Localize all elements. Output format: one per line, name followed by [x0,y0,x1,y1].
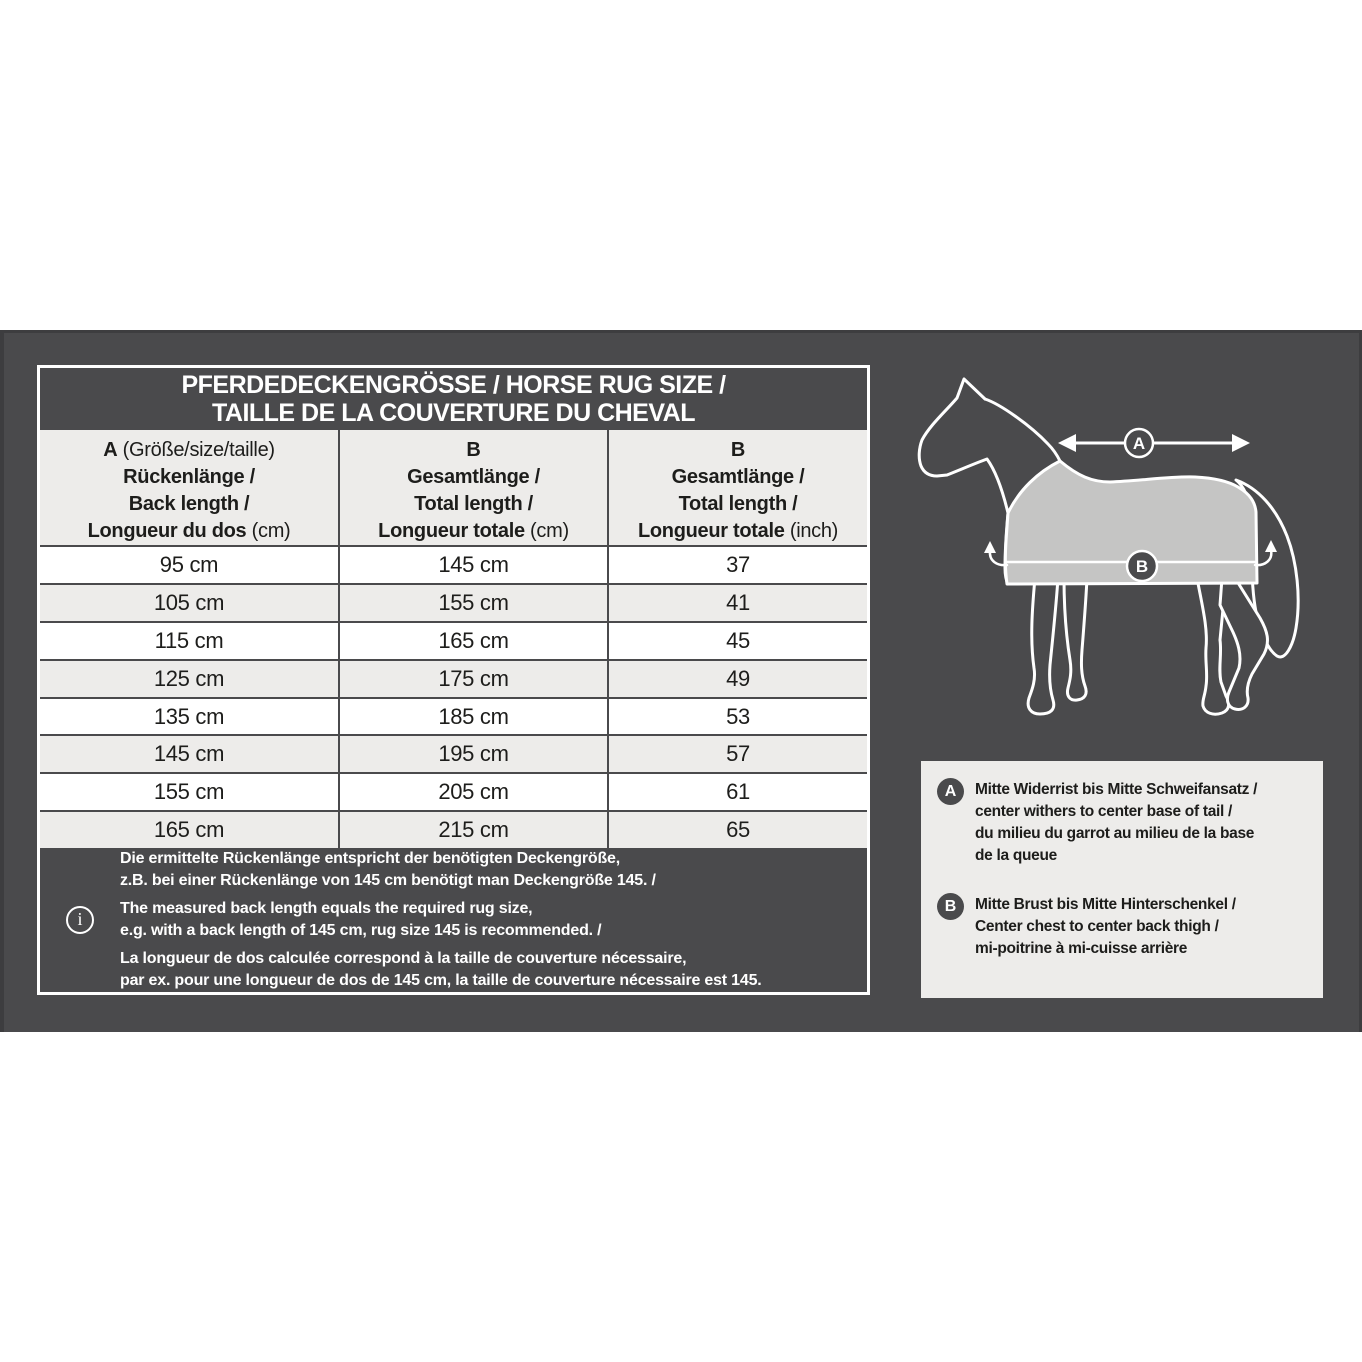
measure-arrow-a [1058,429,1250,457]
size-row-155 [40,772,867,810]
header-b-cm-unit: (cm) [530,519,569,542]
back-length-value: 115 cm [154,627,224,653]
note-french [120,948,762,992]
header-total-length-inch [607,430,867,546]
back-length-value: 165 cm [153,817,225,843]
total-length-cm-value: 205 cm [338,774,607,810]
legend-a-line-2: center withers to center base of tail / [975,803,1233,820]
size-row-125 [40,659,867,697]
header-a-unit: (cm) [251,519,291,542]
header-b-cm-de: Gesamtlänge / [407,465,540,488]
legend-item-b [937,894,1313,960]
total-length-cm-value: 195 cm [338,736,607,772]
size-row-135 [40,697,867,735]
total-length-cm-value: 165 cm [338,623,607,659]
note-en-line-2: e.g. with a back length of 145 cm, rug size 145 is recommended. / [120,921,602,939]
total-length-cm-value: 175 cm [338,661,607,697]
size-row-115 [40,621,867,659]
legend-item-a [937,779,1313,867]
back-length-value: 135 cm [153,703,225,729]
arrowhead-right [1232,434,1250,452]
marker-b-label: B [1135,557,1149,576]
horse-measurement-diagram [890,360,1350,760]
header-b-inch-fr: Longueur totale [637,519,790,542]
note-german [120,848,762,892]
header-a-sub: (Größe/size/taille) [117,438,275,461]
total-length-inch-value: 53 [607,699,867,735]
header-b-inch-en: Total length / [678,492,798,515]
total-length-inch-value: 61 [607,774,867,810]
horse-front-leg-near [1028,578,1058,714]
info-note [40,848,867,992]
header-letter-b-cm: B [466,438,481,461]
note-en-line-1: The measured back length equals the required rug size, [120,899,533,917]
header-b-cm-fr: Longueur totale [378,519,531,542]
total-length-inch-value: 41 [607,585,867,621]
header-a-fr: Longueur du dos [87,519,252,542]
total-length-inch-value: 49 [607,661,867,697]
size-row-165 [40,810,867,848]
marker-a-label: A [1132,434,1146,453]
note-english [120,898,762,942]
legend-b-line-3: mi-poitrine à mi-cuisse arrière [975,940,1188,957]
back-length-value: 105 cm [153,590,225,615]
legend-a-line-3: du milieu du garrot au milieu de la base [975,825,1255,842]
marker-b [1127,551,1157,581]
size-row-145 [40,734,867,772]
table-title [40,368,867,430]
total-length-cm-value: 185 cm [338,699,607,735]
note-de-line-2: z.B. bei einer Rückenlänge von 145 cm benötigt man Deckengröße 145. / [120,871,656,889]
legend-badge-b: B [937,893,964,920]
note-text [120,848,762,992]
size-chart-panel [0,330,1362,1032]
note-de-line-1: Die ermittelte Rückenlänge entspricht der benötigten Deckengröße, [120,849,621,867]
total-length-inch-value: 45 [607,623,867,659]
horse-front-leg-far [1064,578,1087,700]
horse-head-front-outline [919,379,1008,584]
back-length-value: 125 cm [153,665,225,691]
note-fr-line-2: par ex. pour une longueur de dos de 145 cm, la taille de couverture nécessaire est 145. [120,971,762,989]
total-length-cm-value: 215 cm [338,812,607,848]
total-length-inch-value: 57 [607,736,867,772]
total-length-cm-value: 145 cm [338,547,607,583]
legend-badge-a: A [937,778,964,805]
header-b-cm-en: Total length / [414,492,533,515]
column-headers [40,430,867,546]
info-icon: i [66,906,94,934]
header-b-inch-unit: (inch) [789,519,839,542]
header-b-inch-de: Gesamtlänge / [671,465,805,488]
legend-a-line-1: Mitte Widerrist bis Mitte Schweifansatz / [975,781,1258,798]
header-letter-b-inch: B [730,438,746,461]
legend-b-text [975,894,1236,960]
back-length-value: 155 cm [153,779,225,805]
total-length-inch-value: 37 [607,547,867,583]
horse-neck-back-outline [985,399,1060,461]
legend-a-text [975,779,1257,867]
table-title-line-2: TAILLE DE LA COUVERTURE DU CHEVAL [211,398,696,427]
size-row-95 [40,545,867,583]
header-total-length-cm [338,430,607,546]
legend-b-line-2: Center chest to center back thigh / [975,918,1219,935]
header-a-en: Back length / [128,492,250,515]
legend-a-line-4: de la queue [975,847,1057,864]
back-length-value: 145 cm [153,741,225,767]
strap-arrow-left [984,541,1007,565]
table-title-line-1: PFERDEDECKENGRÖSSE / HORSE RUG SIZE / [181,370,726,399]
legend-panel [921,761,1323,998]
header-back-length [40,430,338,546]
header-a-de: Rückenlänge / [123,465,255,488]
header-letter-a: A [103,438,118,461]
size-row-105 [40,583,867,621]
total-length-inch-value: 65 [607,812,867,848]
back-length-value: 95 cm [159,552,219,578]
total-length-cm-value: 155 cm [338,585,607,621]
legend-b-line-1: Mitte Brust bis Mitte Hinterschenkel / [975,896,1236,913]
note-fr-line-1: La longueur de dos calculée correspond à la taille de couverture nécessaire, [120,949,687,967]
arrowhead-left [1058,434,1076,452]
size-table [37,365,870,995]
